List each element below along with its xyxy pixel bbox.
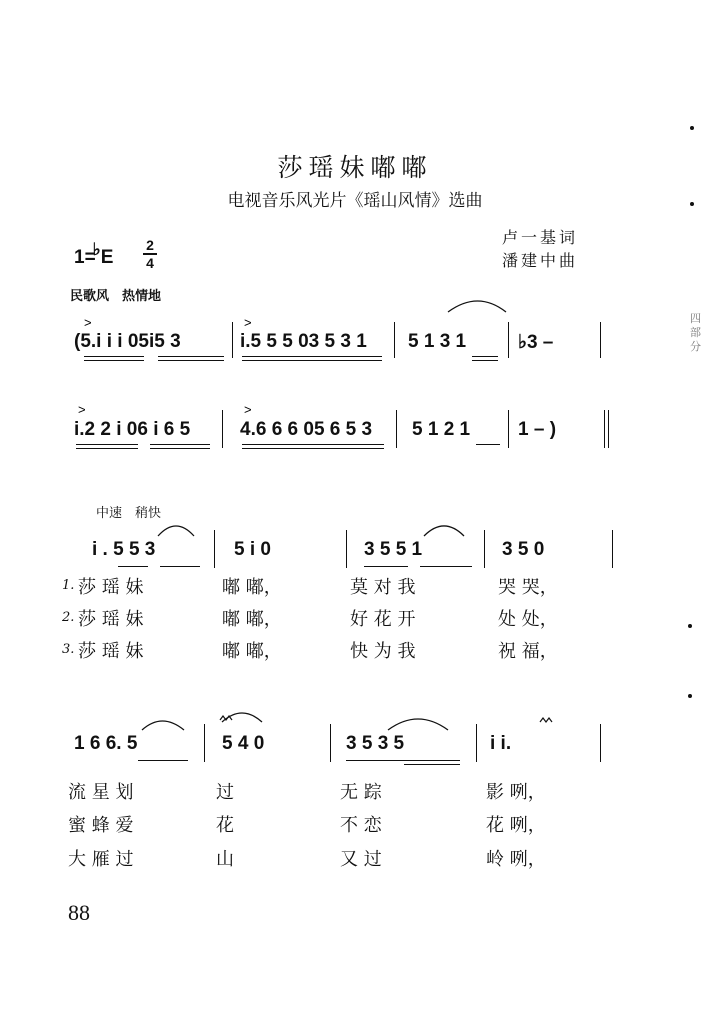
- intro2-measure-2: 4.6 6 6 05 6 5 3: [240, 419, 373, 440]
- composer-credit: 潘建中曲: [502, 251, 579, 270]
- verse1-lyric-d: 哭 哭，: [498, 577, 558, 598]
- intro1-measure-2: i.5 5 5 03 5 3 1: [240, 331, 367, 352]
- verse1-lyric-b: 嘟 嘟，: [222, 577, 282, 598]
- flat-icon: ♭: [92, 240, 101, 259]
- verse1-lyric-g: 无 踪: [340, 782, 382, 803]
- verse-number-2: 2.: [62, 610, 75, 625]
- margin-dot: [688, 694, 692, 698]
- verse-number-3: 3.: [62, 642, 75, 657]
- tempo-marking: 中速 稍快: [96, 506, 162, 521]
- verse3-lyric-c: 快 为 我: [350, 641, 416, 662]
- melody2-measure-1: 1 6 6. 5: [74, 733, 138, 754]
- svg-text:>: >: [244, 402, 252, 417]
- verse1-lyric-h: 影 咧，: [486, 782, 546, 803]
- melody2-measure-2: 5 4 0: [222, 733, 265, 754]
- svg-text:>: >: [78, 402, 86, 417]
- margin-text: 四部分: [690, 312, 701, 353]
- verse1-lyric-f: 过: [216, 782, 234, 803]
- verse3-lyric-d: 祝 福，: [498, 641, 558, 662]
- verse1-lyric-e: 流 星 划: [68, 782, 134, 803]
- verse3-lyric-e: 大 雁 过: [68, 849, 134, 870]
- margin-dot: [690, 202, 694, 206]
- key-note: E: [100, 247, 114, 268]
- melody1-measure-3: 3 5 5 1: [364, 539, 423, 560]
- verse1-lyric-a: 莎 瑶 妹: [78, 577, 144, 598]
- time-signature-top: 2: [146, 237, 154, 253]
- verse2-lyric-b: 嘟 嘟，: [222, 609, 282, 630]
- melody1-measure-4: 3 5 0: [502, 539, 545, 560]
- melody1-measure-1: i . 5 5 3: [92, 539, 156, 560]
- verse3-lyric-b: 嘟 嘟，: [222, 641, 282, 662]
- key-prefix: 1=: [74, 247, 96, 268]
- svg-text:>: >: [244, 315, 252, 330]
- svg-text:>: >: [84, 315, 92, 330]
- song-title: 莎瑶妹嘟嘟: [277, 153, 433, 182]
- intro1-measure-4: ♭3 –: [518, 332, 554, 353]
- verse2-lyric-c: 好 花 开: [350, 609, 416, 630]
- verse2-lyric-d: 处 处，: [498, 609, 558, 630]
- intro2-measure-3: 5 1 2 1: [412, 419, 471, 440]
- song-subtitle: 电视音乐风光片《瑶山风情》选曲: [227, 191, 483, 211]
- intro1-measure-3: 5 1 3 1: [408, 331, 467, 352]
- verse2-lyric-f: 花: [216, 815, 234, 836]
- melody2-measure-3: 3 5 3 5: [346, 733, 405, 754]
- intro1-measure-1: (5.i i i 05i5 3: [74, 331, 181, 352]
- verse3-lyric-f: 山: [216, 849, 234, 870]
- page-number: 88: [68, 900, 90, 925]
- verse2-lyric-g: 不 恋: [340, 815, 382, 836]
- lyricist-credit: 卢一基词: [502, 228, 579, 247]
- verse3-lyric-h: 岭 咧，: [486, 849, 546, 870]
- verse3-lyric-a: 莎 瑶 妹: [78, 641, 144, 662]
- verse2-lyric-h: 花 咧，: [486, 815, 546, 836]
- intro2-measure-4: 1 – ): [518, 419, 557, 440]
- verse3-lyric-g: 又 过: [340, 849, 382, 870]
- melody2-measure-4: i i.: [490, 733, 512, 754]
- margin-dot: [690, 126, 694, 130]
- verse-number-1: 1.: [62, 578, 75, 593]
- margin-dot: [688, 624, 692, 628]
- verse2-lyric-a: 莎 瑶 妹: [78, 609, 144, 630]
- style-marking: 民歌风 热情地: [70, 288, 162, 303]
- melody1-measure-2: 5 i 0: [234, 539, 271, 560]
- time-signature-bottom: 4: [146, 255, 154, 271]
- intro2-measure-1: i.2 2 i 06 i 6 5: [74, 419, 191, 440]
- verse2-lyric-e: 蜜 蜂 爱: [68, 815, 134, 836]
- verse1-lyric-c: 莫 对 我: [350, 577, 416, 598]
